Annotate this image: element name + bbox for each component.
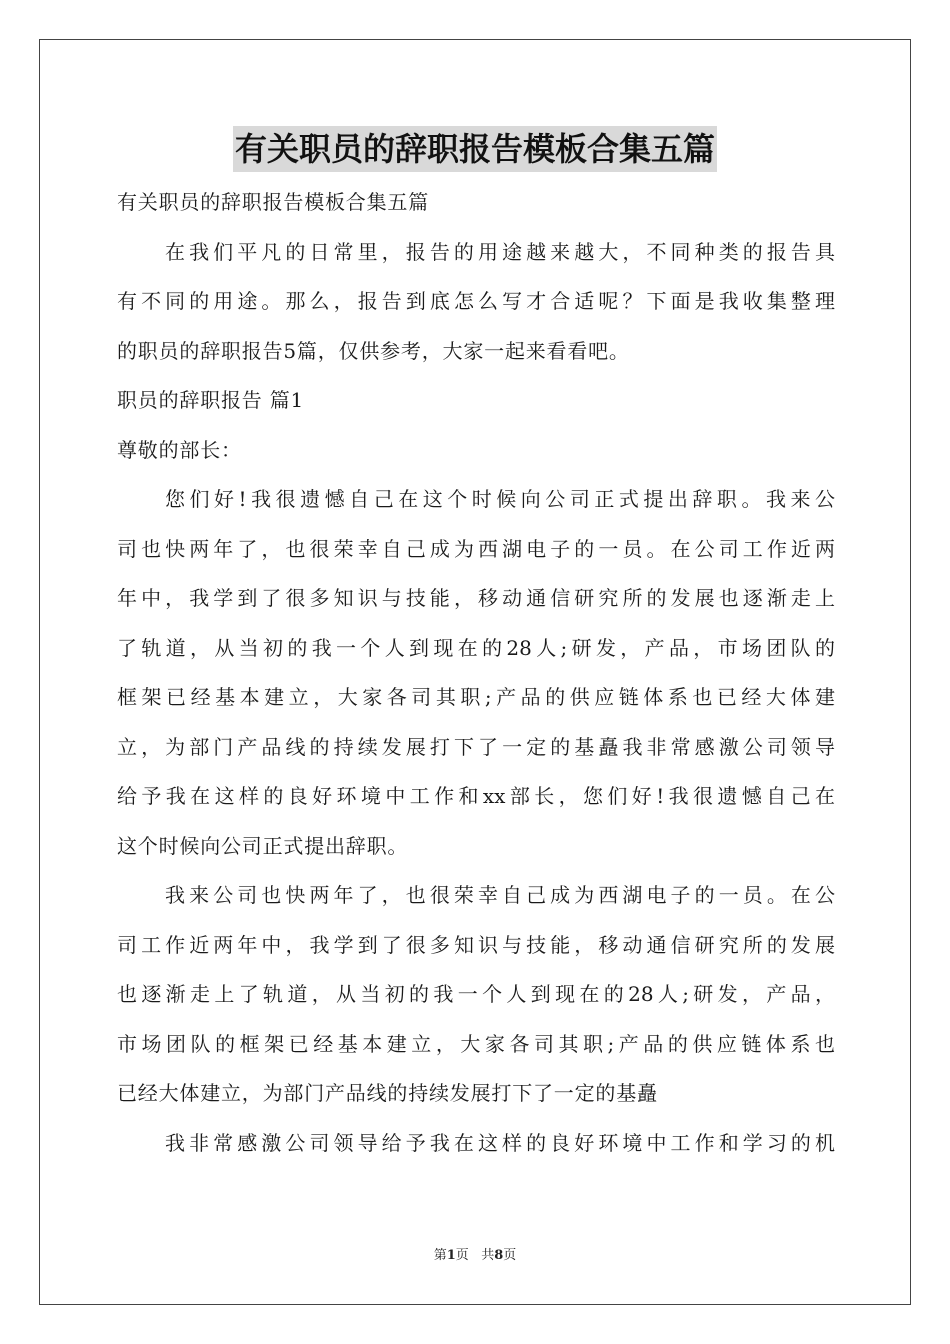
total-pages: 8: [494, 1248, 504, 1263]
title-container: [0, 126, 950, 172]
paragraph-line: 的职员的辞职报告5篇，仅供参考，大家一起来看看吧。: [117, 338, 630, 363]
document-body: [117, 178, 835, 1168]
page-prefix: 第: [433, 1248, 447, 1263]
paragraph-line: 我非常感激公司领导给予我在这样的良好环境中工作和学习的机: [165, 1130, 835, 1155]
paragraph-line: 市场团队的框架已经基本建立，大家各司其职;产品的供应链体系也: [117, 1031, 835, 1056]
paragraph-line: 司也快两年了，也很荣幸自己成为西湖电子的一员。在公司工作近两: [117, 536, 835, 561]
paragraph-line: 在我们平凡的日常里，报告的用途越来越大，不同种类的报告具: [165, 239, 835, 264]
page-number: 1: [446, 1248, 456, 1263]
paragraph-line: 我来公司也快两年了，也很荣幸自己成为西湖电子的一员。在公: [165, 883, 835, 907]
paragraph-line: 给予我在这样的良好环境中工作和xx部长，您们好!我很遗憾自己在: [117, 784, 835, 808]
total-suffix: 页: [503, 1248, 517, 1263]
paragraph-line: 有不同的用途。那么，报告到底怎么写才合适呢？下面是我收集整理: [117, 289, 835, 313]
paragraph-line: 已经大体建立，为部门产品线的持续发展打下了一定的基矗: [117, 1081, 658, 1105]
paragraph-line: 您们好!我很遗憾自己在这个时候向公司正式提出辞职。我来公: [165, 487, 835, 511]
paragraph-line: 司工作近两年中，我学到了很多知识与技能，移动通信研究所的发展: [117, 932, 835, 957]
section-heading: 职员的辞职报告 篇1: [117, 388, 305, 412]
document-title: 有关职员的辞职报告模板合集五篇: [233, 126, 717, 172]
paragraph-line: 立，为部门产品线的持续发展打下了一定的基矗我非常感激公司领导: [117, 734, 835, 759]
page-suffix: 页: [455, 1248, 469, 1263]
paragraph-line: 年中，我学到了很多知识与技能，移动通信研究所的发展也逐渐走上: [117, 586, 835, 610]
total-prefix: 共: [481, 1248, 495, 1263]
page-footer: [0, 1244, 950, 1263]
paragraph-line: 也逐渐走上了轨道，从当初的我一个人到现在的28人;研发，产品，: [117, 982, 835, 1006]
paragraph-line: 了轨道，从当初的我一个人到现在的28人;研发，产品，市场团队的: [117, 635, 835, 660]
subtitle-line: 有关职员的辞职报告模板合集五篇: [117, 190, 429, 214]
salutation: 尊敬的部长：: [117, 437, 242, 462]
paragraph-line: 这个时候向公司正式提出辞职。: [117, 833, 409, 858]
paragraph-line: 框架已经基本建立，大家各司其职;产品的供应链体系也已经大体建: [117, 685, 835, 709]
